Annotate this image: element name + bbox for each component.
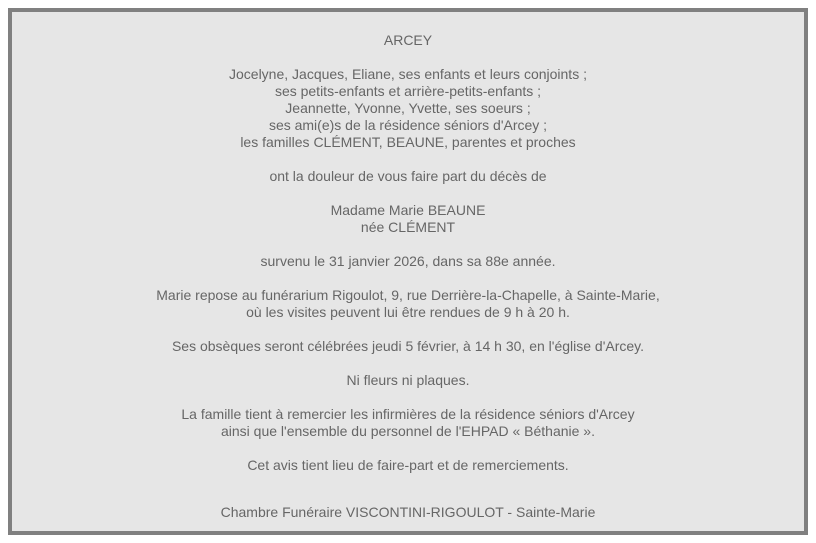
thanks-line: ainsi que l'ensemble du personnel de l'EHPAD « Béthanie ». [221, 423, 595, 439]
town-title: ARCEY [383, 32, 433, 48]
funeral-home-signature: Chambre Funéraire VISCONTINI-RIGOULOT - Sainte-Marie [220, 504, 596, 520]
deceased-name: Madame Marie BEAUNE [330, 202, 486, 218]
family-list [12, 66, 804, 151]
family-line: Jeannette, Yvonne, Yvette, ses soeurs ; [285, 100, 531, 116]
family-line: ses ami(e)s de la résidence séniors d'Arcey ; [268, 117, 548, 133]
obituary-notice [8, 8, 808, 535]
funeral-info: Ses obsèques seront célébrées jeudi 5 février, à 14 h 30, en l'église d'Arcey. [171, 338, 645, 354]
death-info: survenu le 31 janvier 2026, dans sa 88e année. [260, 253, 556, 269]
family-line: les familles CLÉMENT, BEAUNE, parentes et proches [240, 134, 576, 150]
announcement-text: ont la douleur de vous faire part du décès de [269, 168, 547, 184]
flowers-note: Ni fleurs ni plaques. [346, 372, 470, 388]
thanks-line: La famille tient à remercier les infirmières de la résidence séniors d'Arcey [181, 406, 635, 422]
family-line: Jocelyne, Jacques, Eliane, ses enfants et leurs conjoints ; [229, 66, 587, 82]
family-line: ses petits-enfants et arrière-petits-enfants ; [274, 83, 542, 99]
closing-text: Cet avis tient lieu de faire-part et de remerciements. [247, 457, 569, 473]
thanks-text [12, 406, 804, 440]
notice-content [12, 66, 804, 491]
deceased-name-block [12, 202, 804, 236]
visitation-line: Marie repose au funérarium Rigoulot, 9, rue Derrière-la-Chapelle, à Sainte-Marie, [156, 287, 660, 303]
visitation-info [12, 287, 804, 321]
visitation-line: où les visites peuvent lui être rendues de 9 h à 20 h. [246, 304, 570, 320]
maiden-name: née CLÉMENT [360, 219, 456, 235]
